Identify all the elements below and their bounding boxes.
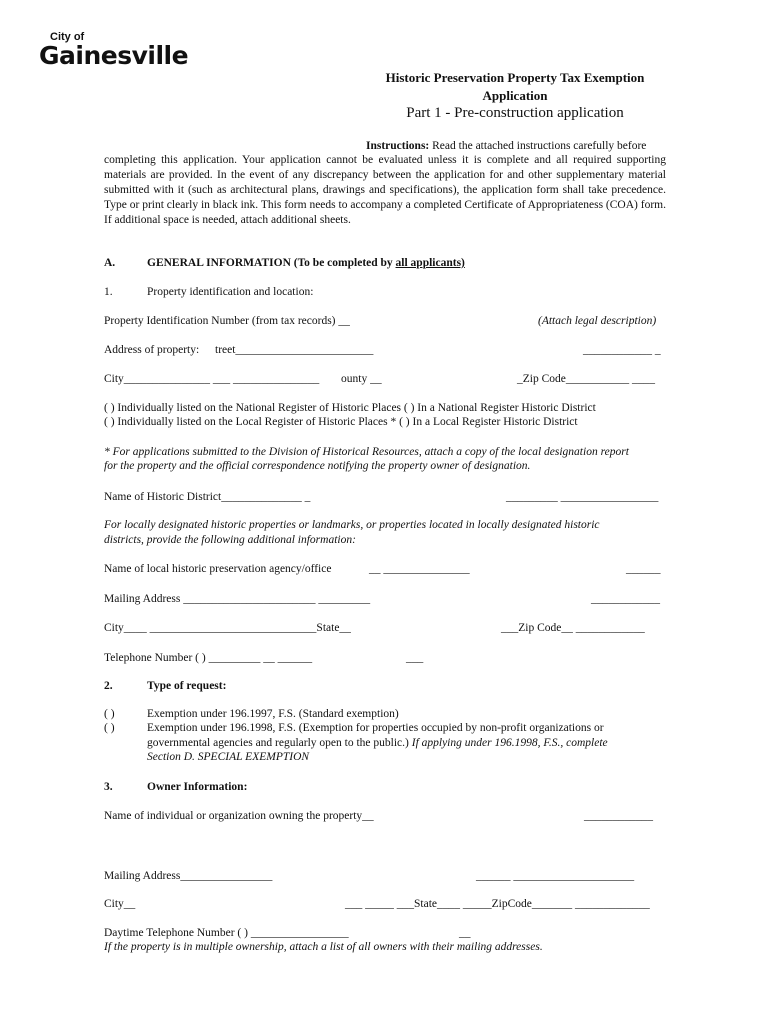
section2-heading: Type of request: — [147, 680, 227, 692]
instructions-label: Instructions: — [366, 140, 430, 152]
owner-name-field[interactable]: Name of individual or organization owning the property__ — [104, 810, 374, 822]
request-option2-line3: Section D. SPECIAL EXEMPTION — [147, 751, 310, 763]
agency-field[interactable]: __ _______________ — [369, 563, 470, 575]
address-street-field[interactable]: treet________________________ — [215, 344, 374, 356]
form-title-line1: Historic Preservation Property Tax Exemption — [385, 70, 645, 85]
agency-right-field[interactable]: ______ — [626, 563, 661, 575]
city-field[interactable]: City_______________ ___ _______________ — [104, 373, 320, 385]
agency-telephone-right-field[interactable]: ___ — [406, 652, 424, 664]
owner-city-field[interactable]: City__ — [104, 898, 136, 910]
agency-label: Name of local historic preservation agency/office — [104, 563, 332, 575]
instructions-text: completing this application. Your application cannot be evaluated unless it is complete and all required supporting materials are provided. In the event of any discrepancy between the application for and other supplementary material submitted with it (such as architectural plans, drawings and specifications), the application form shall take precedence. Type or print clearly in black ink. This form needs to accompany a completed Certificate of Appropriateness (COA) form. If additional space is needed, attach additional sheets. — [104, 154, 666, 226]
mailing-address-right-field[interactable]: ____________ — [591, 593, 660, 605]
section-a-heading-underlined: all applicants) — [395, 257, 465, 269]
section3-heading: Owner Information: — [147, 781, 248, 793]
owner-state-zip-field[interactable]: ___ _____ ___State____ _____ZipCode_______ _____________ — [345, 898, 650, 910]
section3-number: 3. — [104, 781, 113, 793]
section-a-letter: A. — [104, 257, 116, 269]
item1-label: Property identification and location: — [147, 286, 314, 298]
zip-field[interactable]: _Zip Code___________ ____ — [517, 373, 655, 385]
item1-number: 1. — [104, 286, 113, 298]
multiple-ownership-note: If the property is in multiple ownership, attach a list of all owners with their mailing addresses. — [104, 941, 543, 953]
attach-legal-note: (Attach legal description) — [538, 315, 657, 327]
designation-note-line2: for the property and the official correspondence notifying the property owner of designation. — [104, 460, 531, 472]
section-a-heading-text: GENERAL INFORMATION (To be completed by — [147, 257, 396, 269]
owner-mailing-right-field[interactable]: ______ _____________________ — [476, 870, 635, 882]
instructions-lead: Read the attached instructions carefully before — [432, 140, 647, 152]
owner-phone-field[interactable]: Daytime Telephone Number ( ) _________________ — [104, 927, 349, 939]
logo-city-of: City of — [50, 31, 85, 43]
register-option-row2[interactable]: ( ) Individually listed on the Local Register of Historic Places * ( ) In a Local Register Historic District — [104, 416, 578, 428]
pin-field[interactable]: Property Identification Number (from tax records) __ — [104, 315, 350, 327]
historic-district-right-field[interactable]: _________ _________________ — [506, 491, 659, 503]
section-a-heading — [147, 257, 465, 269]
request-option2-line1: Exemption under 196.1998, F.S. (Exemption for properties occupied by non-profit organizations or — [147, 722, 604, 734]
logo-gainesville: Gainesville — [39, 41, 189, 70]
agency-city-state-field[interactable]: City____ _____________________________State__ — [104, 622, 351, 634]
owner-phone-right-field[interactable]: __ — [459, 927, 471, 939]
request-option2-line2-italic: If applying under 196.1998, F.S., complete — [411, 737, 608, 749]
local-note-line1: For locally designated historic properties or landmarks, or properties located in locally designated historic — [104, 519, 600, 531]
local-note-line2: districts, provide the following additional information: — [104, 534, 356, 546]
agency-telephone-field[interactable]: Telephone Number ( ) _________ __ ______ — [104, 652, 313, 664]
historic-district-field[interactable]: Name of Historic District______________ _ — [104, 491, 311, 503]
owner-name-right-field[interactable]: ____________ — [584, 810, 653, 822]
register-option-row1[interactable]: ( ) Individually listed on the National Register of Historic Places ( ) In a National Register Historic District — [104, 402, 596, 414]
owner-mailing-field[interactable]: Mailing Address________________ — [104, 870, 273, 882]
address-right-field[interactable]: ____________ _ — [583, 344, 661, 356]
agency-zip-field[interactable]: ___Zip Code__ ____________ — [501, 622, 645, 634]
request-option1-checkbox[interactable]: ( ) — [104, 708, 115, 720]
address-label: Address of property: — [104, 344, 200, 356]
instructions-first-line — [366, 140, 646, 152]
request-option2-line2 — [147, 737, 608, 749]
form-title-line2: Application — [482, 88, 548, 103]
instructions-body — [104, 153, 666, 228]
request-option2-line2-text: governmental agencies and regularly open to the public.) — [147, 737, 412, 749]
mailing-address-field[interactable]: Mailing Address _______________________ _________ — [104, 593, 371, 605]
request-option2-checkbox[interactable]: ( ) — [104, 722, 115, 734]
county-field[interactable]: ounty __ — [341, 373, 382, 385]
section2-number: 2. — [104, 680, 113, 692]
request-option1-label: Exemption under 196.1997, F.S. (Standard exemption) — [147, 708, 399, 720]
designation-note-line1: * For applications submitted to the Division of Historical Resources, attach a copy of the local designation report — [104, 446, 629, 458]
form-subtitle: Part 1 - Pre-construction application — [406, 105, 624, 121]
